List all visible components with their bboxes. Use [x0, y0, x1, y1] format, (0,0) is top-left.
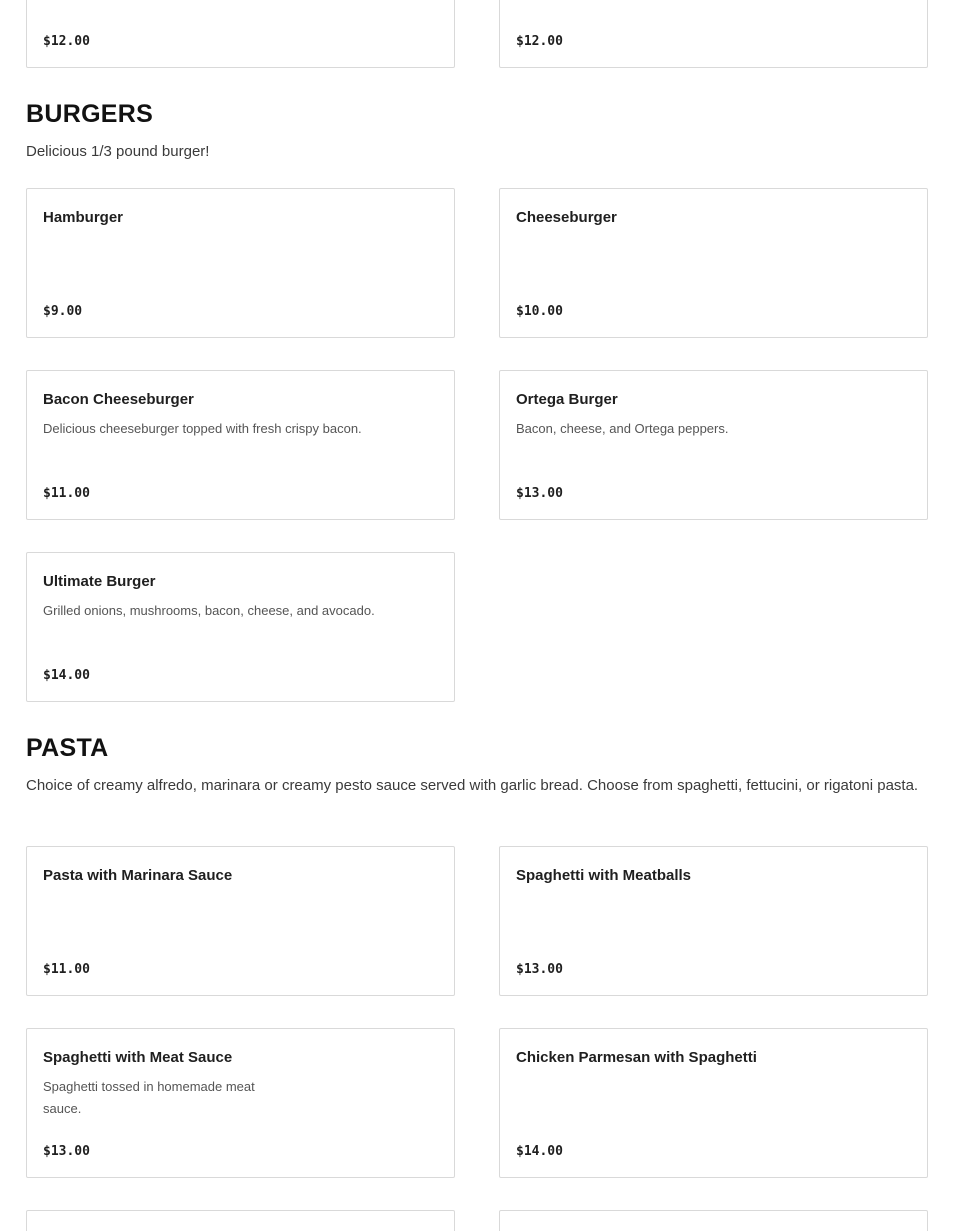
item-price: $12.00 — [516, 34, 563, 49]
section-description-pasta: Choice of creamy alfredo, marinara or creamy pesto sauce served with garlic bread. Choose from spaghetti, fettucini, or rigatoni pasta. — [26, 777, 919, 794]
item-price: $12.00 — [43, 34, 90, 49]
item-name: Ortega Burger — [516, 391, 618, 408]
item-description: Spaghetti tossed in homemade meat sauce. — [43, 1079, 255, 1116]
menu-item-card[interactable] — [499, 1028, 928, 1178]
item-name: Pasta with Marinara Sauce — [43, 867, 233, 884]
menu-item-card[interactable] — [26, 188, 455, 338]
menu-item-card[interactable] — [26, 370, 455, 520]
menu-item-card[interactable] — [26, 1210, 455, 1231]
item-name: Spaghetti with Meat Sauce — [43, 1049, 233, 1066]
item-name: Chicken Parmesan with Spaghetti — [516, 1049, 757, 1066]
menu-item-card[interactable] — [499, 370, 928, 520]
item-price: $9.00 — [43, 304, 83, 319]
menu-item-card[interactable] — [499, 188, 928, 338]
section-title-burgers: BURGERS — [26, 100, 154, 128]
item-price: $13.00 — [516, 962, 563, 977]
item-price: $13.00 — [43, 1144, 90, 1159]
item-price: $11.00 — [43, 486, 90, 501]
item-price: $14.00 — [516, 1144, 563, 1159]
menu-item-card[interactable] — [26, 1028, 455, 1178]
section-description-burgers: Delicious 1/3 pound burger! — [26, 143, 210, 160]
menu-item-card[interactable] — [499, 846, 928, 996]
section-title-pasta: PASTA — [26, 734, 109, 762]
item-name: Cheeseburger — [516, 209, 617, 226]
item-name: Spaghetti with Meatballs — [516, 867, 692, 884]
item-price: $10.00 — [516, 304, 563, 319]
item-name: Hamburger — [43, 209, 124, 226]
item-description: Bacon, cheese, and Ortega peppers. — [516, 421, 729, 436]
menu-item-card[interactable] — [26, 552, 455, 702]
item-description: Grilled onions, mushrooms, bacon, cheese, and avocado. — [43, 603, 375, 618]
menu-item-card[interactable] — [26, 0, 455, 68]
item-name: Bacon Cheeseburger — [43, 391, 194, 408]
item-description: Delicious cheeseburger topped with fresh crispy bacon. — [43, 421, 362, 436]
item-name: Ultimate Burger — [43, 573, 156, 590]
item-price: $13.00 — [516, 486, 563, 501]
menu-item-card[interactable] — [499, 0, 928, 68]
item-price: $14.00 — [43, 668, 90, 683]
menu-item-card[interactable] — [499, 1210, 928, 1231]
menu-item-card[interactable] — [26, 846, 455, 996]
item-price: $11.00 — [43, 962, 90, 977]
